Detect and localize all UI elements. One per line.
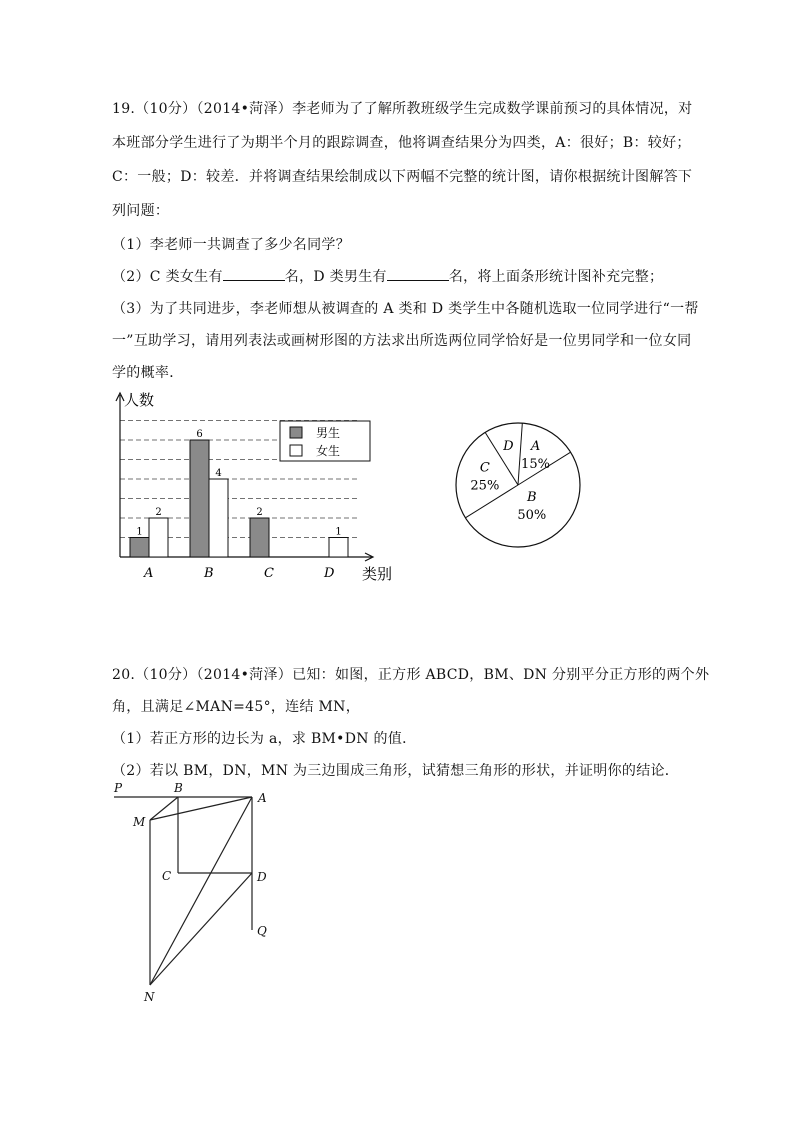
- pie-label-D: D: [503, 439, 514, 455]
- q19-line-3: C：一般；D：较差．并将调查结果绘制成以下两幅不完整的统计图，请你根据统计图解答下: [112, 169, 693, 185]
- q19-sub-2-c: 名，将上面条形统计图补充完整；: [448, 269, 664, 285]
- bar-A-boys: [130, 538, 149, 558]
- data-label-A-girls: 2: [155, 507, 162, 518]
- data-label-C-boys: 2: [256, 507, 263, 518]
- bar-B-boys: [190, 440, 209, 557]
- pie-percent-C: 25%: [470, 478, 500, 494]
- q19-sub-3-line-2: 一”互助学习，请用列表法或画树形图的方法求出所选两位同学恰好是一位男同学和一位女同: [112, 333, 692, 349]
- segment-ma: [150, 797, 252, 820]
- pie-percent-B: 50%: [517, 508, 547, 524]
- q20-sub-2: （2）若以 BM，DN，MN 为三边围成三角形，试猜想三角形的形状，并证明你的结论．: [112, 763, 680, 779]
- q19-line-1: 19.（10分）（2014•菏泽）李老师为了了解所教班级学生完成数学课前预习的具体情况，对: [112, 101, 693, 117]
- q19-sub-3-line-3: 学的概率．: [112, 365, 184, 381]
- q19-sub-2-b: 名，D 类男生有: [284, 269, 387, 285]
- label-d: D: [257, 870, 267, 884]
- q19-sub-2: [112, 266, 663, 286]
- y-axis-label: 人数: [124, 391, 155, 409]
- q20-sub-1: （1）若正方形的边长为 a，求 BM•DN 的值．: [112, 731, 417, 747]
- label-n: N: [144, 990, 155, 1004]
- bar-D-girls: [329, 538, 348, 558]
- pie-percent-A: 15%: [521, 456, 550, 472]
- bar-chart: [100, 385, 400, 590]
- data-label-B-boys: 6: [196, 429, 203, 440]
- x-tick-label-A: A: [144, 566, 154, 581]
- data-label-D-girls: 1: [335, 526, 342, 538]
- label-a: A: [258, 791, 267, 805]
- legend-label-boys: 男生: [316, 426, 341, 440]
- pie-label-A: A: [530, 438, 541, 454]
- label-c: C: [162, 869, 172, 883]
- answer-blank-c-girls: [223, 268, 285, 281]
- square-geometry-figure: [100, 775, 300, 1015]
- pie-chart: [448, 415, 588, 555]
- answer-blank-d-boys: [387, 268, 449, 281]
- x-tick-label-D: D: [324, 566, 335, 581]
- q20-line-2: 角，且满足∠MAN=45°，连结 MN，: [112, 699, 361, 715]
- pie-label-B: B: [526, 490, 537, 506]
- x-axis-label: 类别: [362, 565, 393, 583]
- label-b: B: [174, 781, 183, 795]
- bar-B-girls: [209, 479, 228, 557]
- q19-sub-2-a: （2）C 类女生有: [112, 269, 223, 285]
- label-m: M: [133, 815, 146, 829]
- label-q: Q: [257, 924, 267, 938]
- q19-line-2: 本班部分学生进行了为期半个月的跟踪调查，他将调查结果分为四类，A：很好；B：较好；: [112, 135, 691, 151]
- q19-line-4: 列问题：: [112, 203, 170, 219]
- x-tick-label-C: C: [264, 566, 274, 581]
- q19-sub-3-line-1: （3）为了共同进步，李老师想从被调查的 A 类和 D 类学生中各随机选取一位同学进行“一帮: [112, 301, 699, 317]
- label-p: P: [114, 781, 123, 795]
- legend-swatch-boys: [290, 427, 302, 438]
- data-label-A-boys: 1: [136, 526, 143, 538]
- x-tick-label-B: B: [204, 566, 214, 581]
- data-label-B-girls: 4: [215, 468, 222, 479]
- q20-line-1: 20.（10分）（2014•菏泽）已知：如图，正方形 ABCD，BM、DN 分别平分正方形的两个外: [112, 667, 710, 683]
- bar-C-boys: [250, 518, 269, 557]
- legend-swatch-girls: [290, 445, 302, 456]
- pie-label-C: C: [479, 460, 490, 476]
- legend-label-girls: 女生: [316, 444, 341, 458]
- segment-an: [150, 797, 252, 985]
- q19-sub-1: （1）李老师一共调查了多少名同学？: [112, 237, 351, 253]
- bar-A-girls: [149, 518, 168, 557]
